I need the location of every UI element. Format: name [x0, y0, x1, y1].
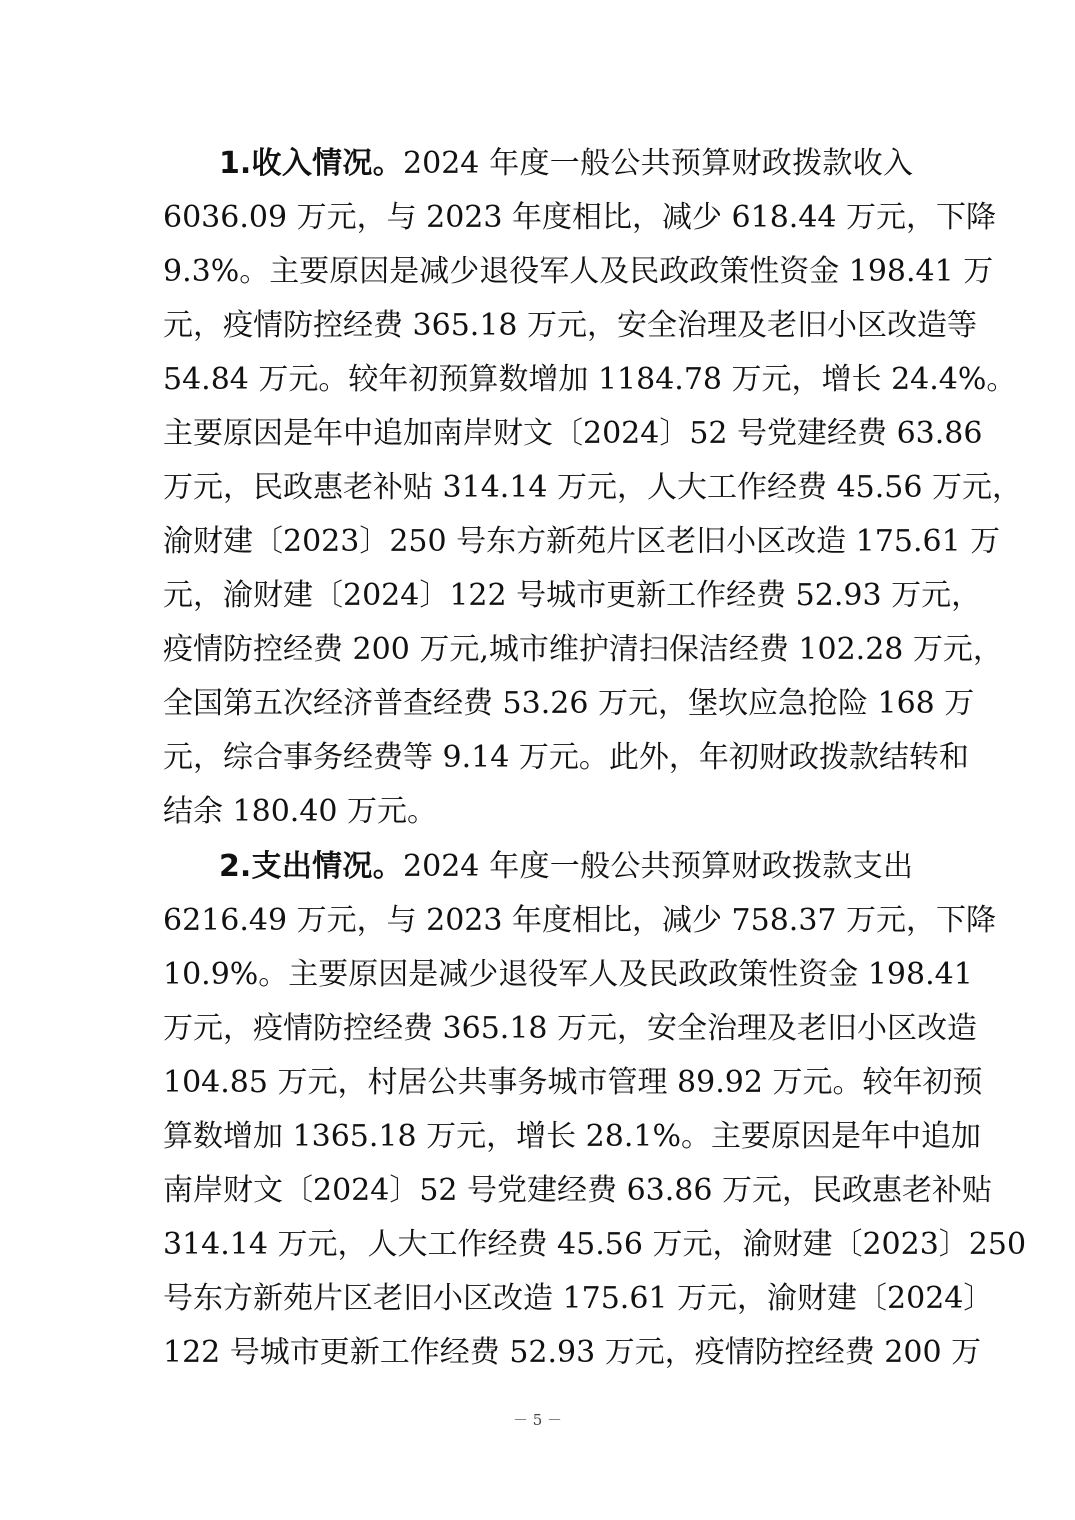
paragraph-line — [219, 840, 913, 894]
paragraph-line: 南岸财文〔2024〕52 号党建经费 63.86 万元，民政惠老补贴 — [163, 1173, 993, 1208]
paragraph-line: 122 号城市更新工作经费 52.93 万元，疫情防控经费 200 万 — [163, 1335, 982, 1370]
paragraph-line: 万元，疫情防控经费 365.18 万元，安全治理及老旧小区改造 — [163, 1011, 978, 1046]
paragraph-line: 9.3%。主要原因是减少退役军人及民政政策性资金 198.41 万 — [163, 254, 994, 289]
paragraph-line: 元，综合事务经费等 9.14 万元。此外，年初财政拨款结转和 — [163, 740, 969, 775]
paragraph-line: 6036.09 万元，与 2023 年度相比，减少 618.44 万元，下降 — [163, 200, 997, 235]
section-heading: 2.支出情况。 — [219, 849, 404, 884]
paragraph-text: 2024 年度一般公共预算财政拨款收入 — [403, 146, 913, 181]
paragraph-line: 号东方新苑片区老旧小区改造 175.61 万元，渝财建〔2024〕 — [163, 1281, 994, 1316]
paragraph-line: 54.84 万元。较年初预算数增加 1184.78 万元，增长 24.4%。 — [163, 362, 1017, 397]
page-number: － 5 － — [512, 1411, 563, 1429]
paragraph-line: 元，疫情防控经费 365.18 万元，安全治理及老旧小区改造等 — [163, 308, 978, 343]
paragraph-line: 6216.49 万元，与 2023 年度相比，减少 758.37 万元，下降 — [163, 903, 997, 938]
paragraph-line: 算数增加 1365.18 万元，增长 28.1%。主要原因是年中追加 — [163, 1119, 981, 1154]
paragraph-line: 万元，民政惠老补贴 314.14 万元，人大工作经费 45.56 万元， — [163, 470, 1022, 505]
paragraph-line: 全国第五次经济普查经费 53.26 万元，堡坎应急抢险 168 万 — [163, 686, 975, 721]
paragraph-text: 2024 年度一般公共预算财政拨款支出 — [403, 849, 913, 884]
paragraph-line: 结余 180.40 万元。 — [163, 794, 438, 829]
paragraph-line: 疫情防控经费 200 万元,城市维护清扫保洁经费 102.28 万元， — [163, 632, 1003, 667]
section-heading: 1.收入情况。 — [219, 146, 404, 181]
paragraph-line: 主要原因是年中追加南岸财文〔2024〕52 号党建经费 63.86 — [163, 416, 983, 451]
paragraph-line: 元，渝财建〔2024〕122 号城市更新工作经费 52.93 万元， — [163, 578, 982, 613]
paragraph-line: 渝财建〔2023〕250 号东方新苑片区老旧小区改造 175.61 万 — [163, 524, 1001, 559]
paragraph-line — [219, 137, 913, 191]
paragraph-line: 10.9%。主要原因是减少退役军人及民政政策性资金 198.41 — [163, 957, 973, 992]
paragraph-line: 104.85 万元，村居公共事务城市管理 89.92 万元。较年初预 — [163, 1065, 983, 1100]
paragraph-line: 314.14 万元，人大工作经费 45.56 万元，渝财建〔2023〕250 — [163, 1227, 1027, 1262]
